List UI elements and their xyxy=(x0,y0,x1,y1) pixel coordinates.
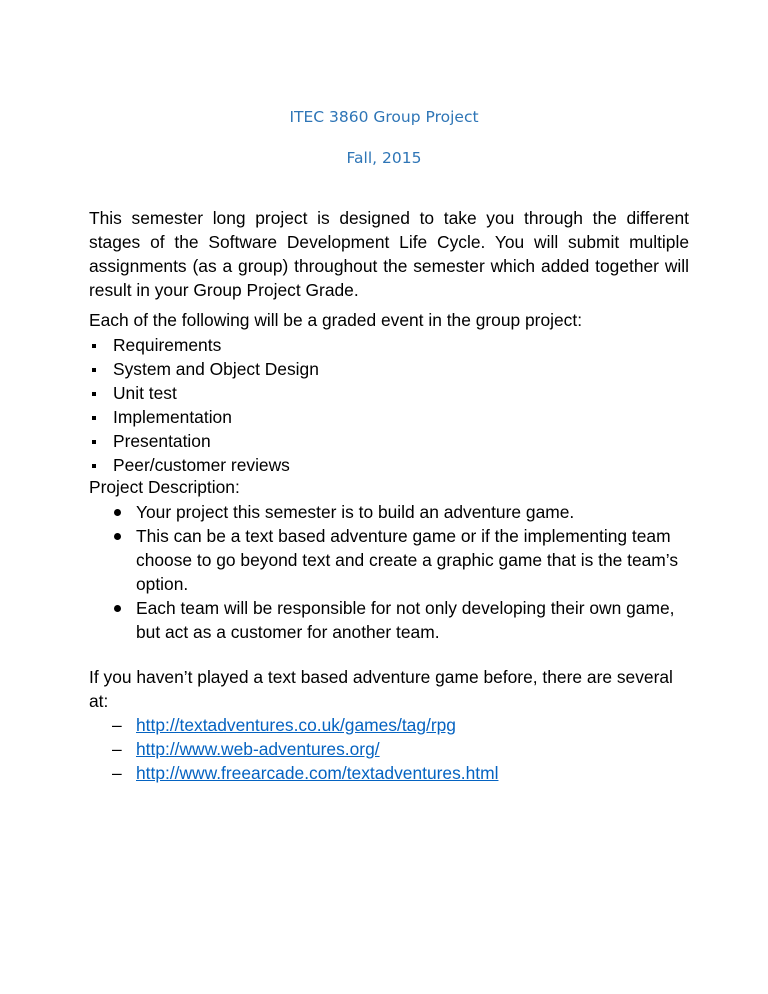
list-item: Implementation xyxy=(89,405,319,429)
adventure-games-intro: If you haven’t played a text based adventure game before, there are several at: xyxy=(89,667,673,711)
list-item: Your project this semester is to build an adventure game. xyxy=(89,500,689,524)
bullet-dot-icon xyxy=(114,533,121,540)
square-bullet-icon xyxy=(92,392,96,396)
list-item xyxy=(89,737,498,761)
document-term: Fall, 2015 xyxy=(346,149,422,167)
graded-events-list xyxy=(89,333,319,477)
dash-bullet-icon: – xyxy=(112,739,122,759)
link-web-adventures[interactable]: http://www.web-adventures.org/ xyxy=(136,739,380,759)
list-item: Presentation xyxy=(89,429,319,453)
intro-paragraph: This semester long project is designed to take you through the different stages of the Software Development Life Cycle. You will submit multiple assignments (as a group) throughout the semester which added together will result in your Group Project Grade. xyxy=(89,208,689,300)
square-bullet-icon xyxy=(92,440,96,444)
list-item: Each team will be responsible for not only developing their own game, but act as a customer for another team. xyxy=(89,596,689,644)
square-bullet-icon xyxy=(92,368,96,372)
adventure-links-list xyxy=(89,713,498,785)
link-freearcade[interactable]: http://www.freearcade.com/textadventures.html xyxy=(136,763,499,783)
bullet-dot-icon xyxy=(114,509,121,516)
graded-events-intro: Each of the following will be a graded event in the group project: xyxy=(89,310,583,330)
list-item: System and Object Design xyxy=(89,357,319,381)
dash-bullet-icon: – xyxy=(112,715,122,735)
list-item xyxy=(89,713,498,737)
list-item: This can be a text based adventure game or if the implementing team choose to go beyond text and create a graphic game that is the team’s option. xyxy=(89,524,689,596)
square-bullet-icon xyxy=(92,416,96,420)
list-item: Requirements xyxy=(89,333,319,357)
list-item: Peer/customer reviews xyxy=(89,453,319,477)
dash-bullet-icon: – xyxy=(112,763,122,783)
square-bullet-icon xyxy=(92,464,96,468)
project-description-list xyxy=(89,500,689,644)
bullet-dot-icon xyxy=(114,605,121,612)
link-textadventures[interactable]: http://textadventures.co.uk/games/tag/rpg xyxy=(136,715,456,735)
list-item xyxy=(89,761,498,785)
project-description-heading: Project Description: xyxy=(89,477,240,497)
square-bullet-icon xyxy=(92,344,96,348)
document-title: ITEC 3860 Group Project xyxy=(289,108,479,126)
list-item: Unit test xyxy=(89,381,319,405)
